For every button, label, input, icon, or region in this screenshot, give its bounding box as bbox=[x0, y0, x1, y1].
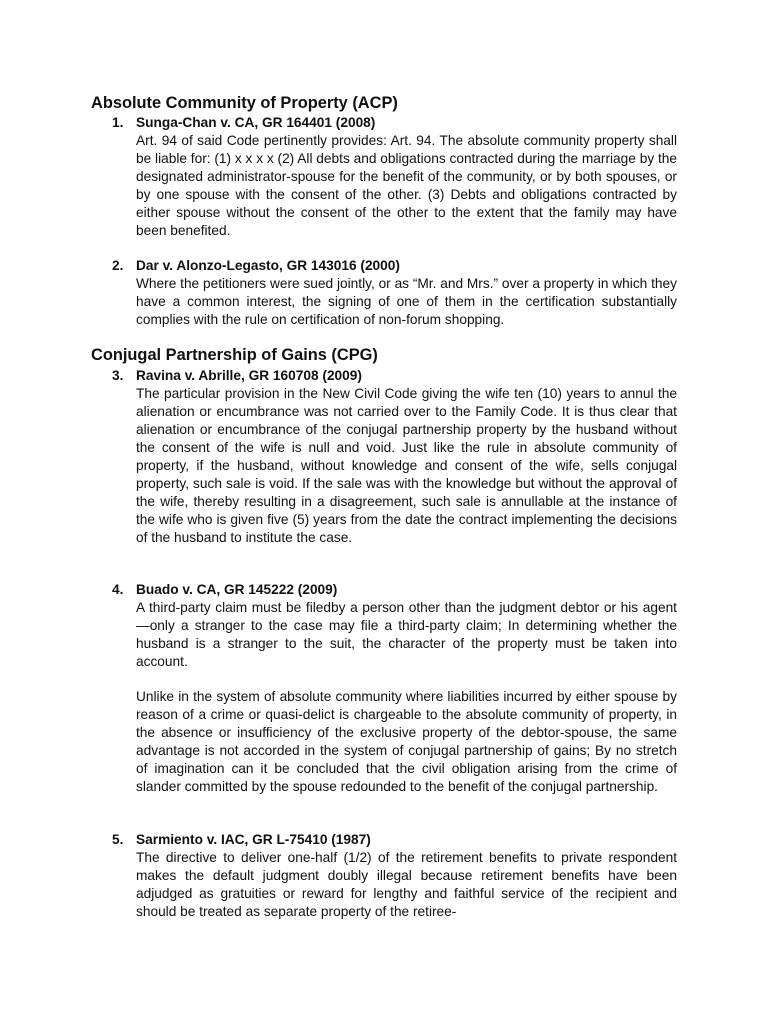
section-title-cpg: Conjugal Partnership of Gains (CPG) bbox=[91, 346, 378, 364]
case-paragraph: Unlike in the system of absolute community where liabilities incurred by either spouse by reason of a crime or quasi-delict is chargeable to the absolute community of property, in the absence or insufficiency of the exclusive property of the debtor-spouse, the same advantage is not accorded in the system of conjugal partnership of gains; By no stretch of imagination can it be concluded that the civil obligation arising from the crime of slander committed by the spouse redounded to the benefit of the conjugal partnership. bbox=[136, 689, 677, 794]
case-paragraph: Art. 94 of said Code pertinently provides: Art. 94. The absolute community property shall be liable for: (1) x x x x (2) All debts and obligations contracted during the marriage by the designated administrator-spouse for the benefit of the community, or by both spouses, or by one spouse with the consent of the other. (3) Debts and obligations contracted by either spouse without the consent of the other to the extent that the family may have been benefited. bbox=[136, 133, 677, 238]
case-title: Sarmiento v. IAC, GR L-75410 (1987) bbox=[136, 832, 371, 847]
case-paragraph: Where the petitioners were sued jointly, or as “Mr. and Mrs.” over a property in which they have a common interest, the signing of one of them in the certification substantially complies with the rule on certification of non-forum shopping. bbox=[136, 276, 677, 327]
case-title: Sunga-Chan v. CA, GR 164401 (2008) bbox=[136, 115, 376, 130]
case-number: 4. bbox=[112, 582, 124, 597]
case-number: 2. bbox=[112, 258, 124, 273]
case-paragraph: The directive to deliver one-half (1/2) of the retirement benefits to private respondent makes the default judgment doubly illegal because retirement benefits have been adjudged as gratuities or reward for lengthy and faithful service of the recipient and should be treated as separate property of the retiree- bbox=[136, 850, 677, 919]
case-paragraph: The particular provision in the New Civil Code giving the wife ten (10) years to annul the alienation or encumbrance was not carried over to the Family Code. It is thus clear that alienation or encumbrance of the conjugal partnership property by the husband without the consent of the wife is null and void. Just like the rule in absolute community of property, if the husband, without knowledge and consent of the wife, sells conjugal property, such sale is void. If the sale was with the knowledge but without the approval of the wife, thereby resulting in a disagreement, such sale is annullable at the instance of the wife who is given five (5) years from the date the contract implementing the decisions of the husband to institute the case. bbox=[136, 386, 677, 545]
case-title: Buado v. CA, GR 145222 (2009) bbox=[136, 582, 338, 597]
case-number: 5. bbox=[112, 832, 124, 847]
case-title: Dar v. Alonzo-Legasto, GR 143016 (2000) bbox=[136, 258, 400, 273]
case-number: 1. bbox=[112, 115, 124, 130]
case-paragraph: A third-party claim must be filedby a person other than the judgment debtor or his agent—only a stranger to the case may file a third-party claim; In determining whether the husband is a stranger to the suit, the character of the property must be taken into account. bbox=[136, 600, 677, 669]
section-title-acp: Absolute Community of Property (ACP) bbox=[91, 94, 398, 112]
case-title: Ravina v. Abrille, GR 160708 (2009) bbox=[136, 368, 362, 383]
case-number: 3. bbox=[112, 368, 124, 383]
